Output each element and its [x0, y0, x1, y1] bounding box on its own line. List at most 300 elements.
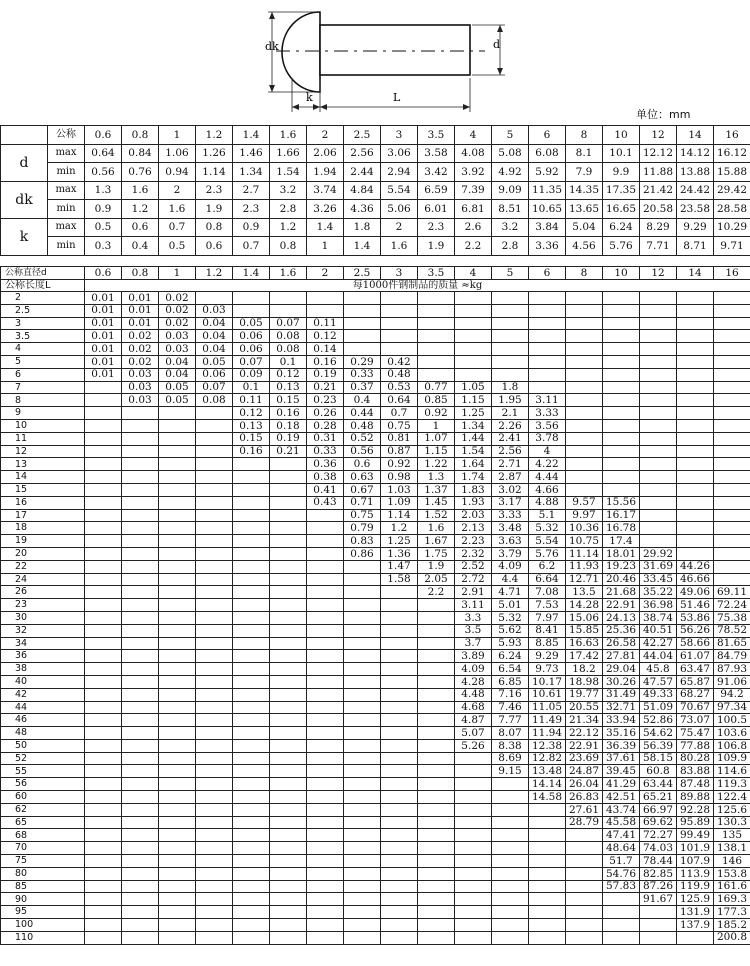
mass-cell: 13.48 [529, 765, 566, 778]
mass-cell [196, 931, 233, 944]
mass-cell [159, 727, 196, 740]
mass-cell [381, 867, 418, 880]
value-cell: 0.5 [85, 218, 122, 237]
mass-cell [85, 688, 122, 701]
value-cell: 5.54 [381, 181, 418, 200]
mass-cell: 0.92 [381, 458, 418, 471]
mass-cell [344, 752, 381, 765]
mass-cell [640, 292, 677, 305]
mass-cell [270, 471, 307, 484]
mass-row [1, 880, 750, 893]
mass-cell [85, 509, 122, 522]
value-cell: 4.08 [455, 144, 492, 163]
mass-cell [307, 727, 344, 740]
mass-cell [566, 407, 603, 420]
mass-cell: 84.79 [714, 650, 750, 663]
mass-cell [196, 816, 233, 829]
limit-label: max [48, 181, 85, 200]
mass-cell [122, 509, 159, 522]
nominal-cell: 4 [455, 126, 492, 145]
mass-cell: 56.26 [677, 624, 714, 637]
value-cell: 0.84 [122, 144, 159, 163]
mass-cell [381, 752, 418, 765]
length-value: 32 [1, 624, 85, 637]
mass-cell [381, 765, 418, 778]
mass-row [1, 637, 750, 650]
mass-cell: 0.19 [270, 432, 307, 445]
mass-cell [307, 586, 344, 599]
mass-cell [159, 803, 196, 816]
mass-cell: 3.02 [492, 483, 529, 496]
mass-cell [270, 701, 307, 714]
mass-cell [196, 791, 233, 804]
mass-cell [122, 880, 159, 893]
mass-cell [307, 688, 344, 701]
mass-cell: 10.17 [529, 675, 566, 688]
mass-cell: 11.14 [566, 547, 603, 560]
mass-cell [529, 381, 566, 394]
mass-cell [381, 919, 418, 932]
mass-cell [307, 292, 344, 305]
value-cell: 14.35 [566, 181, 603, 200]
mass-cell [270, 803, 307, 816]
mass-cell: 2.71 [492, 458, 529, 471]
mass-cell: 1.15 [455, 394, 492, 407]
mass-cell [196, 778, 233, 791]
mass-cell [344, 714, 381, 727]
value-cell: 0.56 [85, 163, 122, 182]
mass-cell: 0.33 [307, 445, 344, 458]
mass-cell: 0.07 [196, 381, 233, 394]
mass-cell: 138.1 [714, 842, 750, 855]
mass-cell [492, 368, 529, 381]
mass-cell: 0.16 [307, 355, 344, 368]
mass-cell [85, 675, 122, 688]
mass-cell: 122.4 [714, 791, 750, 804]
mass-cell [196, 586, 233, 599]
mass-cell: 2.52 [455, 560, 492, 573]
mass-cell [196, 880, 233, 893]
mass-cell: 0.15 [270, 394, 307, 407]
mass-cell [85, 663, 122, 676]
mass-cell: 7.53 [529, 599, 566, 612]
mass-cell: 0.03 [122, 368, 159, 381]
mass-cell [566, 292, 603, 305]
mass-cell: 4.66 [529, 483, 566, 496]
value-cell: 6.08 [529, 144, 566, 163]
mass-cell [159, 919, 196, 932]
mass-cell [233, 727, 270, 740]
mass-cell [381, 739, 418, 752]
mass-row [1, 650, 750, 663]
mass-cell [85, 919, 122, 932]
mass-cell: 26.04 [566, 778, 603, 791]
nominal-cell: 2.5 [344, 126, 381, 145]
mass-row [1, 829, 750, 842]
mass-cell [529, 842, 566, 855]
mass-cell: 91.06 [714, 675, 750, 688]
mass-cell: 0.21 [307, 381, 344, 394]
mass-cell [122, 752, 159, 765]
mass-cell [455, 765, 492, 778]
mass-cell: 25.36 [603, 624, 640, 637]
mass-cell [566, 867, 603, 880]
mass-cell [640, 304, 677, 317]
mass-cell [122, 765, 159, 778]
value-cell: 1.14 [196, 163, 233, 182]
nominal-cell: 2 [307, 126, 344, 145]
mass-cell [270, 919, 307, 932]
mass-cell: 100.5 [714, 714, 750, 727]
mass-cell: 27.81 [603, 650, 640, 663]
mass-cell: 0.01 [85, 330, 122, 343]
length-value: 48 [1, 727, 85, 740]
mass-cell [566, 919, 603, 932]
mass-cell [714, 522, 750, 535]
mass-cell [196, 855, 233, 868]
mass-cell [233, 586, 270, 599]
mass-cell [196, 471, 233, 484]
mass-cell [529, 355, 566, 368]
mass-cell [492, 919, 529, 932]
mass-cell [566, 893, 603, 906]
value-cell: 4.84 [344, 181, 381, 200]
mass-cell [307, 931, 344, 944]
mass-cell [418, 650, 455, 663]
mass-cell [196, 829, 233, 842]
mass-cell: 1.93 [455, 496, 492, 509]
mass-cell [677, 394, 714, 407]
mass-cell [381, 586, 418, 599]
value-cell: 1.8 [344, 218, 381, 237]
mass-cell [381, 714, 418, 727]
mass-cell: 15.56 [603, 496, 640, 509]
mass-cell [566, 445, 603, 458]
mass-cell [196, 663, 233, 676]
mass-cell [455, 368, 492, 381]
mass-cell [603, 317, 640, 330]
mass-cell: 135 [714, 829, 750, 842]
mass-cell: 60.8 [640, 765, 677, 778]
mass-cell: 0.06 [196, 368, 233, 381]
mass-cell: 18.2 [566, 663, 603, 676]
length-value: 6 [1, 368, 85, 381]
mass-cell [122, 688, 159, 701]
value-cell: 1.34 [233, 163, 270, 182]
nominal-cell: 3.5 [418, 126, 455, 145]
mass-cell [640, 419, 677, 432]
mass-cell [344, 893, 381, 906]
mass-cell: 0.44 [344, 407, 381, 420]
mass-cell [566, 394, 603, 407]
mass-cell [233, 496, 270, 509]
mass-cell [603, 292, 640, 305]
mass-cell: 58.66 [677, 637, 714, 650]
mass-cell [455, 317, 492, 330]
mass-cell [344, 663, 381, 676]
mass-cell [640, 919, 677, 932]
mass-cell [381, 599, 418, 612]
mass-cell [307, 816, 344, 829]
mass-cell [159, 611, 196, 624]
length-value: 26 [1, 586, 85, 599]
unit-label: 单位：mm [636, 108, 691, 121]
mass-cell [344, 573, 381, 586]
length-value: 44 [1, 701, 85, 714]
param-row-d-max [1, 144, 750, 163]
mass-row [1, 663, 750, 676]
value-cell: 3.36 [529, 237, 566, 256]
mass-cell [418, 317, 455, 330]
mass-cell: 200.8 [714, 931, 750, 944]
mass-cell: 0.01 [85, 292, 122, 305]
mass-cell [344, 739, 381, 752]
mass-cell: 3.56 [529, 419, 566, 432]
value-cell: 8.71 [677, 237, 714, 256]
diameter-cell: 5 [492, 267, 529, 280]
mass-cell [714, 483, 750, 496]
mass-cell: 54.62 [640, 727, 677, 740]
mass-cell: 19.77 [566, 688, 603, 701]
mass-cell [159, 906, 196, 919]
value-cell: 14.12 [677, 144, 714, 163]
mass-cell [603, 483, 640, 496]
length-value: 4 [1, 343, 85, 356]
mass-cell [270, 688, 307, 701]
mass-cell [529, 893, 566, 906]
mass-cell: 40.51 [640, 624, 677, 637]
value-cell: 5.06 [381, 200, 418, 219]
mass-row [1, 791, 750, 804]
mass-cell [270, 663, 307, 676]
mass-cell [640, 445, 677, 458]
mass-cell: 78.44 [640, 855, 677, 868]
length-header-row [1, 280, 750, 292]
mass-cell: 36.39 [603, 739, 640, 752]
length-value: 17 [1, 509, 85, 522]
mass-cell [85, 407, 122, 420]
param-name-dk: dk [1, 181, 48, 218]
mass-cell [85, 650, 122, 663]
mass-cell [307, 778, 344, 791]
mass-cell [418, 663, 455, 676]
mass-cell [566, 330, 603, 343]
mass-cell: 9.97 [566, 509, 603, 522]
mass-cell [122, 791, 159, 804]
length-value: 16 [1, 496, 85, 509]
mass-cell [159, 855, 196, 868]
mass-cell: 17.4 [603, 535, 640, 548]
mass-cell [492, 906, 529, 919]
mass-cell [159, 586, 196, 599]
mass-cell [418, 842, 455, 855]
mass-cell: 0.1 [270, 355, 307, 368]
mass-cell [640, 355, 677, 368]
value-cell: 1.6 [122, 181, 159, 200]
mass-cell [344, 778, 381, 791]
mass-cell: 9.73 [529, 663, 566, 676]
mass-cell: 0.08 [196, 394, 233, 407]
mass-cell [344, 880, 381, 893]
mass-cell: 0.33 [344, 368, 381, 381]
mass-cell: 0.02 [122, 343, 159, 356]
mass-cell: 94.2 [714, 688, 750, 701]
mass-cell: 0.03 [196, 304, 233, 317]
mass-cell: 1.67 [418, 535, 455, 548]
value-cell: 8.29 [640, 218, 677, 237]
mass-cell: 0.31 [307, 432, 344, 445]
mass-row [1, 355, 750, 368]
mass-cell: 5.32 [492, 611, 529, 624]
mass-cell [529, 919, 566, 932]
mass-cell: 5.07 [455, 727, 492, 740]
mass-cell [85, 752, 122, 765]
mass-cell [307, 573, 344, 586]
mass-cell [640, 343, 677, 356]
mass-cell [640, 317, 677, 330]
mass-cell [159, 778, 196, 791]
L-label: L [393, 91, 401, 104]
mass-cell [640, 496, 677, 509]
value-cell: 20.58 [640, 200, 677, 219]
mass-cell [196, 727, 233, 740]
mass-cell [122, 739, 159, 752]
value-cell: 5.76 [603, 237, 640, 256]
mass-cell: 72.27 [640, 829, 677, 842]
mass-cell: 78.52 [714, 624, 750, 637]
mass-cell: 33.94 [603, 714, 640, 727]
mass-cell [270, 931, 307, 944]
value-cell: 3.58 [418, 144, 455, 163]
mass-cell [159, 688, 196, 701]
value-cell: 9.09 [492, 181, 529, 200]
mass-cell: 1.83 [455, 483, 492, 496]
mass-cell [529, 343, 566, 356]
mass-cell: 36.98 [640, 599, 677, 612]
mass-cell [122, 803, 159, 816]
value-cell: 5.08 [492, 144, 529, 163]
mass-cell [566, 432, 603, 445]
value-cell: 1.46 [233, 144, 270, 163]
mass-cell [529, 931, 566, 944]
mass-cell: 10.61 [529, 688, 566, 701]
mass-cell [307, 599, 344, 612]
mass-cell [233, 624, 270, 637]
mass-cell [122, 714, 159, 727]
mass-cell: 35.16 [603, 727, 640, 740]
value-cell: 0.3 [85, 237, 122, 256]
mass-cell [270, 829, 307, 842]
mass-cell [122, 624, 159, 637]
mass-cell: 46.66 [677, 573, 714, 586]
mass-cell [344, 701, 381, 714]
mass-cell: 0.53 [381, 381, 418, 394]
mass-cell [122, 599, 159, 612]
mass-cell: 23.69 [566, 752, 603, 765]
mass-cell [455, 842, 492, 855]
value-cell: 0.76 [122, 163, 159, 182]
value-cell: 10.1 [603, 144, 640, 163]
diameter-cell: 10 [603, 267, 640, 280]
mass-cell: 4.48 [455, 688, 492, 701]
length-value: 20 [1, 547, 85, 560]
mass-cell: 31.49 [603, 688, 640, 701]
mass-cell [270, 727, 307, 740]
mass-cell: 20.55 [566, 701, 603, 714]
mass-cell [640, 931, 677, 944]
mass-cell [159, 573, 196, 586]
mass-cell [677, 496, 714, 509]
mass-cell [270, 714, 307, 727]
mass-cell [270, 304, 307, 317]
value-cell: 24.42 [677, 181, 714, 200]
mass-cell [714, 445, 750, 458]
mass-cell: 35.22 [640, 586, 677, 599]
nominal-cell: 5 [492, 126, 529, 145]
mass-cell [270, 867, 307, 880]
mass-cell: 14.58 [529, 791, 566, 804]
mass-cell [122, 483, 159, 496]
mass-cell [566, 458, 603, 471]
length-value: 5 [1, 355, 85, 368]
mass-row [1, 586, 750, 599]
mass-cell: 57.83 [603, 880, 640, 893]
mass-cell [233, 701, 270, 714]
value-cell: 2 [381, 218, 418, 237]
mass-cell: 1.95 [492, 394, 529, 407]
mass-cell [307, 675, 344, 688]
mass-cell [196, 535, 233, 548]
mass-row [1, 906, 750, 919]
mass-cell: 0.01 [122, 292, 159, 305]
mass-cell [455, 791, 492, 804]
value-cell: 0.94 [159, 163, 196, 182]
mass-cell [85, 816, 122, 829]
mass-cell [529, 880, 566, 893]
mass-cell: 0.04 [159, 368, 196, 381]
mass-cell: 0.75 [381, 419, 418, 432]
mass-cell [85, 727, 122, 740]
mass-cell [529, 906, 566, 919]
mass-cell: 106.8 [714, 739, 750, 752]
mass-cell [196, 407, 233, 420]
value-cell: 7.71 [640, 237, 677, 256]
mass-cell [233, 292, 270, 305]
value-cell: 12.12 [640, 144, 677, 163]
mass-cell [418, 355, 455, 368]
mass-cell [233, 535, 270, 548]
mass-cell: 0.05 [233, 317, 270, 330]
mass-cell [677, 292, 714, 305]
mass-cell [85, 432, 122, 445]
mass-cell [233, 803, 270, 816]
mass-row [1, 547, 750, 560]
mass-cell: 1.52 [418, 509, 455, 522]
mass-cell: 22.12 [566, 727, 603, 740]
mass-cell [677, 535, 714, 548]
mass-cell [529, 304, 566, 317]
mass-cell [344, 803, 381, 816]
mass-cell: 12.82 [529, 752, 566, 765]
mass-cell [418, 368, 455, 381]
mass-cell: 11.49 [529, 714, 566, 727]
value-cell: 11.88 [640, 163, 677, 182]
mass-cell [492, 829, 529, 842]
mass-cell [122, 727, 159, 740]
value-cell: 1.94 [307, 163, 344, 182]
diameter-header-row [1, 267, 750, 280]
mass-cell [418, 893, 455, 906]
